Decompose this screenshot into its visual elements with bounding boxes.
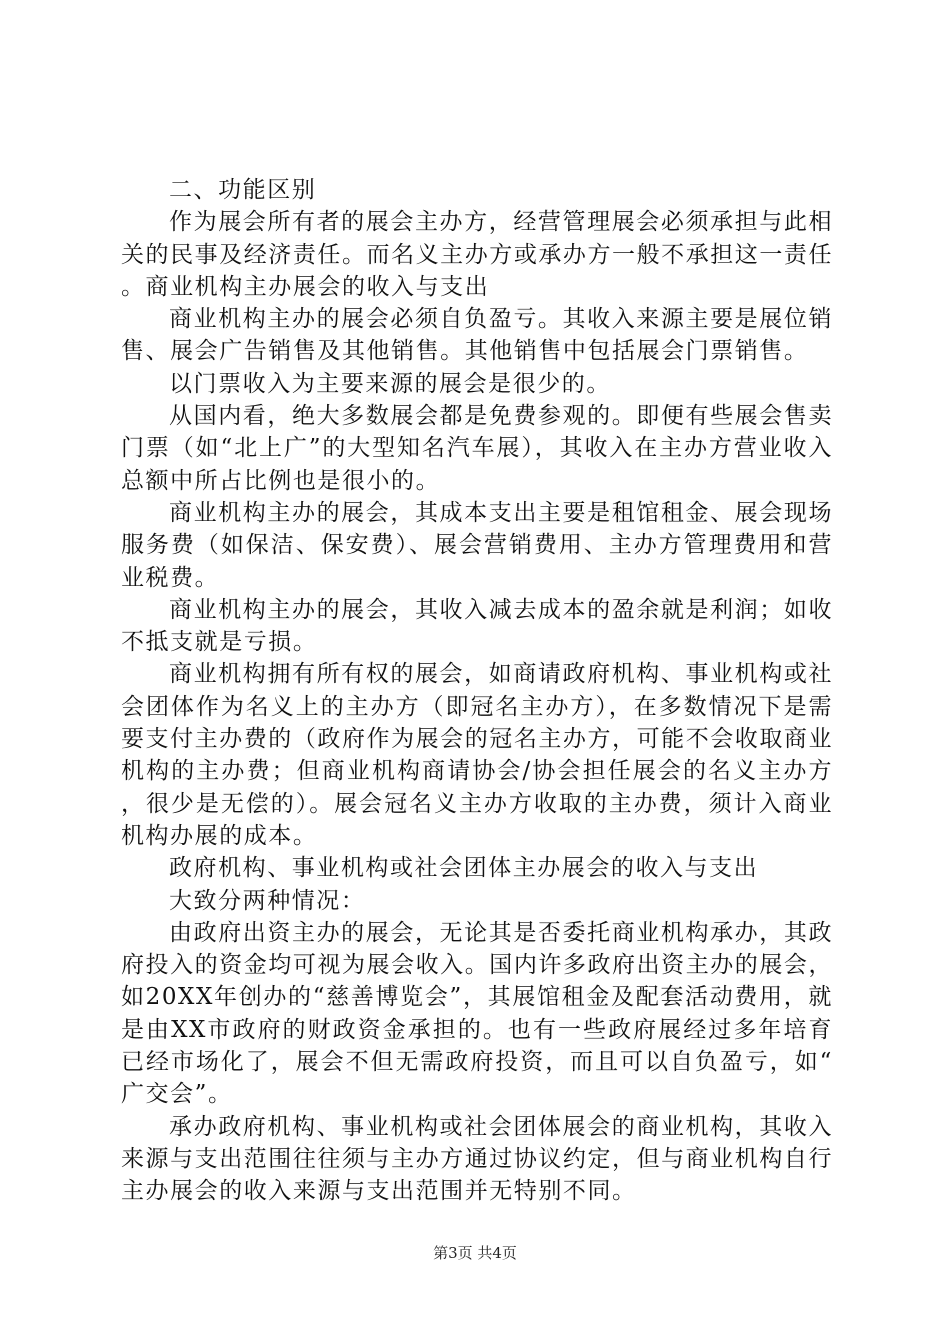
paragraph: 由政府出资主办的展会，无论其是否委托商业机构承办，其政府投入的资金均可视为展会收入。国内许多政府出资主办的展会，如20XX年创办的“慈善博览会”，其展馆租金及配套活动费用，就是由XX市政府的财政资金承担的。也有一些政府展经过多年培育已经市场化了，展会不但无需政府投资，而且可以自负盈亏，如“广交会”。 [121,919,833,1108]
paragraph: 作为展会所有者的展会主办方，经营管理展会必须承担与此相关的民事及经济责任。而名义主办方或承办方一般不承担这一责任。商业机构主办展会的收入与支出 [121,209,833,300]
paragraph: 商业机构主办的展会必须自负盈亏。其收入来源主要是展位销售、展会广告销售及其他销售。其他销售中包括展会门票销售。 [121,306,833,365]
paragraph: 商业机构主办的展会，其成本支出主要是租馆租金、展会现场服务费（如保洁、保安费）、展会营销费用、主办方管理费用和营业税费。 [121,499,833,591]
paragraph: 商业机构拥有所有权的展会，如商请政府机构、事业机构或社会团体作为名义上的主办方（即冠名主办方），在多数情况下是需要支付主办费的（政府作为展会的冠名主办方，可能不会收取商业机构的主办费；但商业机构商请协会/协会担任展会的名义主办方，很少是无偿的）。展会冠名义主办方收取的主办费，须计入商业机构办展的成本。 [121,661,833,849]
paragraph: 从国内看，绝大多数展会都是免费参观的。即便有些展会售卖门票（如“北上广”的大型知名汽车展），其收入在主办方营业收入总额中所占比例也是很小的。 [121,403,833,494]
paragraph: 承办政府机构、事业机构或社会团体展会的商业机构，其收入来源与支出范围往往须与主办方通过协议约定，但与商业机构自行主办展会的收入来源与支出范围并无特别不同。 [121,1113,833,1205]
paragraph: 大致分两种情况： [169,887,366,914]
document-body [121,174,833,1208]
subheading: 政府机构、事业机构或社会团体主办展会的收入与支出 [169,855,759,882]
paragraph: 以门票收入为主要来源的展会是很少的。 [169,370,611,397]
paragraph: 商业机构主办的展会，其收入减去成本的盈余就是利润；如收不抵支就是亏损。 [121,596,833,656]
page-number-footer: 第3页 共4页 [433,1244,517,1262]
section-heading: 二、功能区别 [169,177,317,203]
